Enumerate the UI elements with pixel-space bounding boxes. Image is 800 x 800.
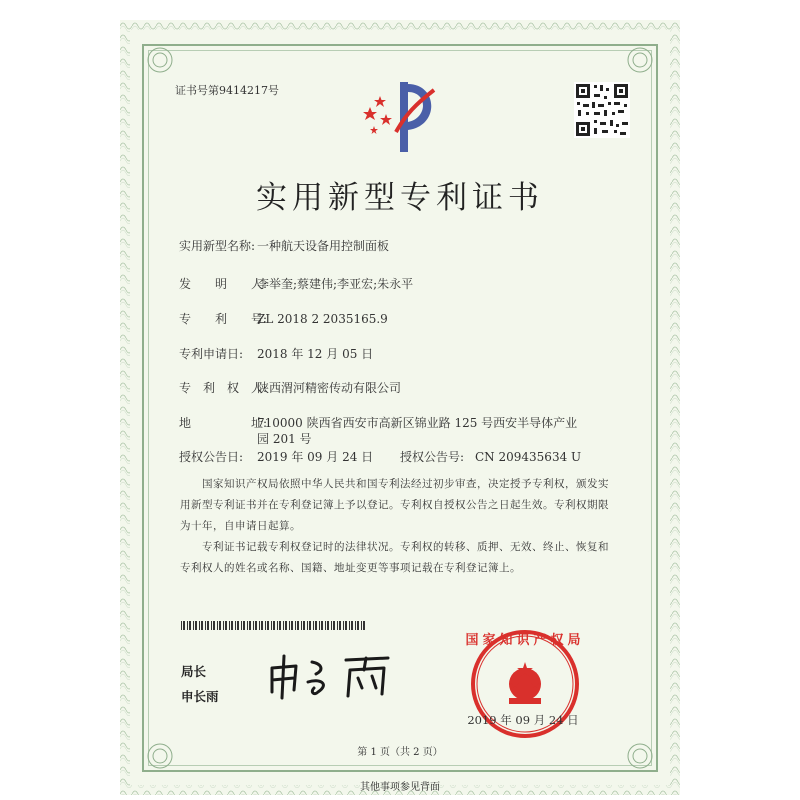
name-label: 实用新型名称: [179,239,256,253]
address-line2: 园 201 号 [257,432,312,446]
seal-date: 2019 年 09 月 24 日 [467,713,579,727]
official-seal [455,620,595,740]
apply-date-value: 2018 年 12 月 05 日 [257,347,374,361]
grant-number-label: 授权公告号: [400,450,465,464]
patent-number-label: 专 利 号: [179,312,268,326]
patent-number-value: ZL 2018 2 2035165.9 [257,312,388,326]
grant-date-label: 授权公告日: [179,450,244,464]
barcode [181,621,366,630]
grant-date-value: 2019 年 09 月 24 日 [257,450,374,464]
cnipa-logo-icon [356,74,446,154]
holder-value: 陕西渭河精密传动有限公司 [257,381,402,395]
address-line1: 710000 陕西省西安市高新区锦业路 125 号西安半导体产业 [257,416,578,430]
apply-date-label: 专利申请日: [179,347,244,361]
holder-label: 专 利 权 人: [179,381,268,395]
inventor-label: 发 明 人: [179,277,268,291]
certificate-title: 实用新型专利证书 [256,180,544,216]
name-value: 一种航天设备用控制面板 [257,239,390,253]
inventor-value: 李举奎;蔡建伟;李亚宏;朱永平 [257,277,414,291]
director-name: 申长雨 [181,689,219,704]
handwritten-signature [262,648,402,700]
certificate-number: 证书号第9414217号 [175,84,279,97]
page-number: 第 1 页（共 2 页） [357,747,443,758]
address-label: 地 址: [179,416,268,430]
grant-paragraph: 国家知识产权局依照中华人民共和国专利法经过初步审查，决定授予专利权，颁发实用新型专利证书并在专利登记簿上予以登记。专利权自授权公告之日起生效。专利权期限为十年，自申请日起算。 [180,478,609,532]
legal-status-paragraph: 专利证书记载专利权登记时的法律状况。专利权的转移、质押、无效、终止、恢复和专利权人的姓名或名称、国籍、地址变更等事项记载在专利登记簿上。 [180,541,609,574]
qr-code-icon [574,82,630,138]
grant-number-value: CN 209435634 U [475,450,582,464]
director-title: 局长 [181,664,207,679]
seal-text: 国家知识产权局 [465,633,585,648]
footer-note: 其他事项参见背面 [360,782,440,793]
